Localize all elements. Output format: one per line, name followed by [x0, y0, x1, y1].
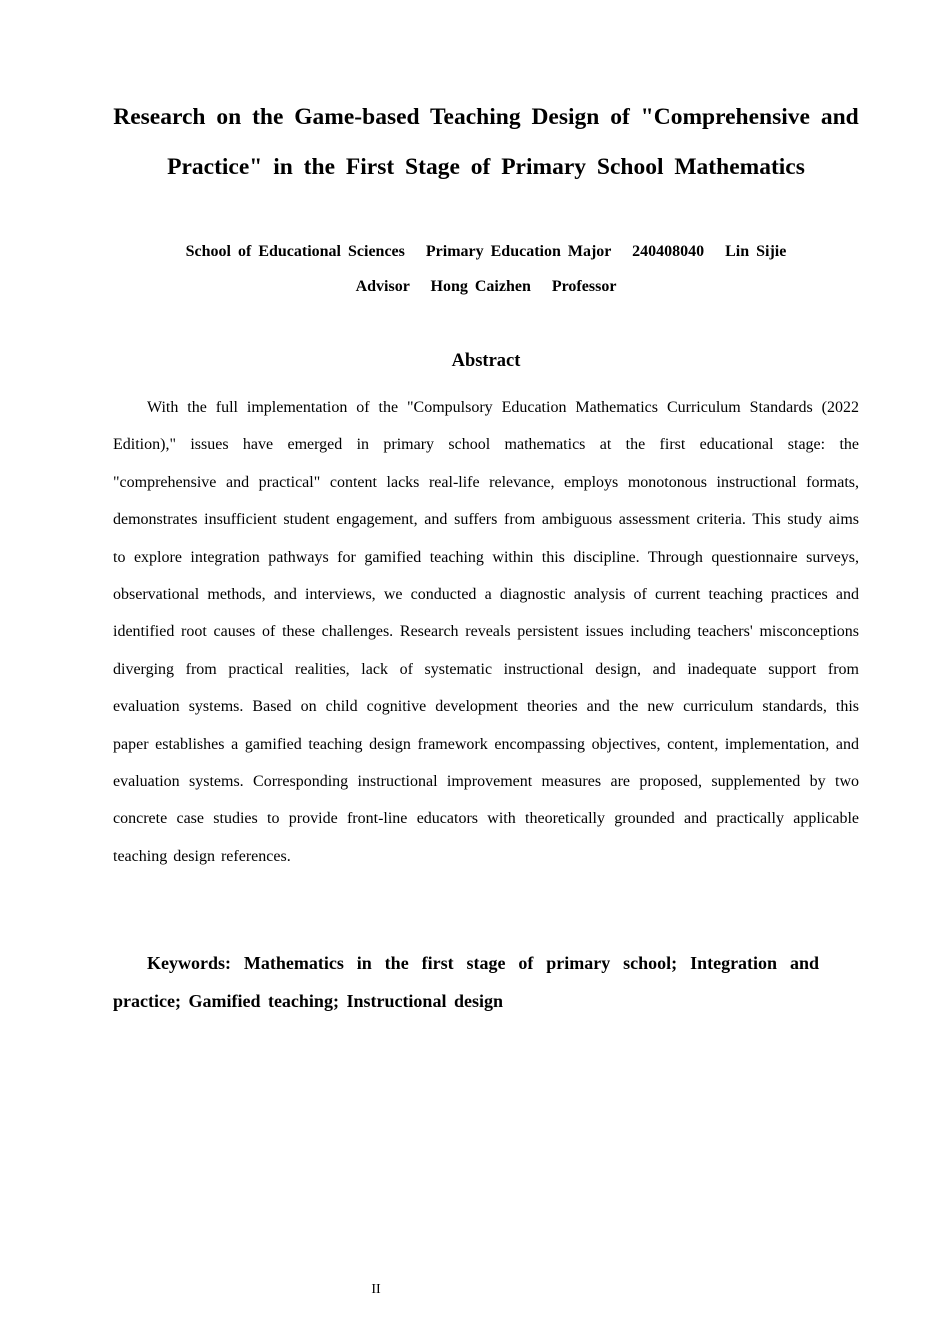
page-number: II	[371, 1282, 381, 1297]
keywords: Keywords: Mathematics in the first stage of primary school; Integration and practice; Gamified teaching; Instructional design	[113, 953, 819, 1011]
paper-title: Research on the Game-based Teaching Design of "Comprehensive and Practice" in the First Stage of Primary School Mathematics	[113, 104, 859, 180]
advisor-info: Advisor Hong Caizhen Professor	[355, 278, 617, 295]
abstract-body: With the full implementation of the "Compulsory Education Mathematics Curriculum Standards (2022 Edition)," issues have emerged in primary school mathematics at the first educational stage: the "comprehensive and practical" content lacks real-life relevance, employs monotonous instructional formats, demonstrates insufficient student engagement, and suffers from ambiguous assessment criteria. This study aims to explore integration pathways for gamified teaching within this discipline. Through questionnaire surveys, observational methods, and interviews, we conducted a diagnostic analysis of current teaching practices and identified root causes of these challenges. Research reveals persistent issues including teachers' misconceptions diverging from practical realities, lack of systematic instructional design, and inadequate support from evaluation systems. Based on child cognitive development theories and the new curriculum standards, this paper establishes a gamified teaching design framework encompassing objectives, content, implementation, and evaluation systems. Corresponding instructional improvement measures are proposed, supplemented by two concrete case studies to provide front-line educators with theoretically grounded and practically applicable teaching design references.	[113, 399, 859, 865]
abstract-heading: Abstract	[451, 351, 521, 371]
author-info: School of Educational Sciences Primary Education Major 240408040 Lin Sijie	[185, 243, 787, 260]
